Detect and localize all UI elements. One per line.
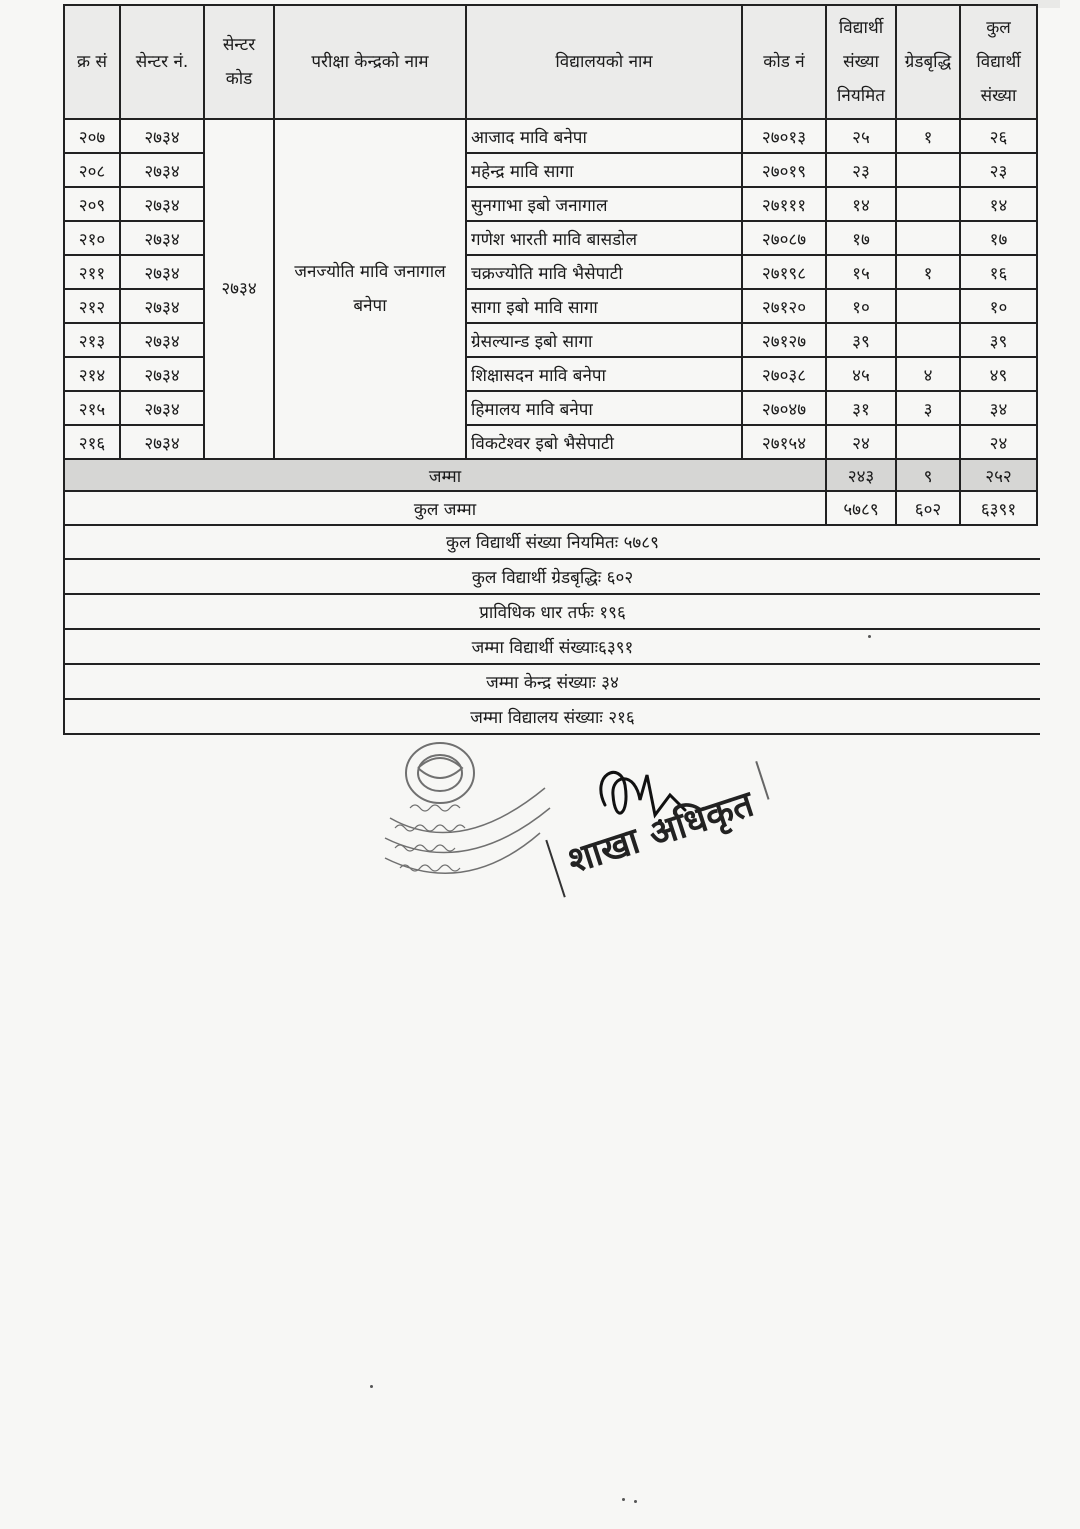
cell-regular: २३ xyxy=(826,153,896,187)
cell-center-no: २७३४ xyxy=(120,425,204,459)
cell-school: सागा इबो मावि सागा xyxy=(466,289,742,323)
cell-total: ३९ xyxy=(960,323,1037,357)
summary-row: कुल विद्यार्थी संख्या नियमितः ५७८९ xyxy=(65,525,1040,560)
cell-code: २७१९८ xyxy=(742,255,826,289)
cell-school: आजाद मावि बनेपा xyxy=(466,119,742,153)
cell-sn: २१५ xyxy=(64,391,120,425)
summary-row: जम्मा विद्यार्थी संख्याः६३९१ xyxy=(65,630,1040,665)
header-center-no: सेन्टर नं. xyxy=(120,5,204,119)
summary-box xyxy=(63,525,1040,735)
header-exam-center: परीक्षा केन्द्रको नाम xyxy=(274,5,466,119)
cell-code: २७०१९ xyxy=(742,153,826,187)
summary-row: प्राविधिक धार तर्फः १९६ xyxy=(65,595,1040,630)
speck xyxy=(622,1498,625,1501)
speck xyxy=(868,635,871,638)
grand-total-row xyxy=(64,491,1037,525)
subtotal-row xyxy=(64,459,1037,491)
cell-school: हिमालय मावि बनेपा xyxy=(466,391,742,425)
grand-total-total: ६३९१ xyxy=(960,491,1037,525)
cell-regular: ४५ xyxy=(826,357,896,391)
cell-center-no: २७३४ xyxy=(120,323,204,357)
cell-total: १४ xyxy=(960,187,1037,221)
cell-total: ४९ xyxy=(960,357,1037,391)
cell-sn: २१४ xyxy=(64,357,120,391)
cell-sn: २११ xyxy=(64,255,120,289)
summary-row: जम्मा विद्यालय संख्याः २१६ xyxy=(470,708,635,728)
stamp-bracket xyxy=(755,761,769,800)
cell-exam-center: जनज्योति मावि जनागाल बनेपा xyxy=(274,119,466,459)
cell-grade-up: ३ xyxy=(896,391,960,425)
cell-sn: २०९ xyxy=(64,187,120,221)
cell-code: २७०३८ xyxy=(742,357,826,391)
cell-sn: २१२ xyxy=(64,289,120,323)
speck xyxy=(634,1500,637,1503)
cell-code: २७१२० xyxy=(742,289,826,323)
cell-total: २४ xyxy=(960,425,1037,459)
cell-regular: ३९ xyxy=(826,323,896,357)
cell-regular: १४ xyxy=(826,187,896,221)
cell-grade-up xyxy=(896,425,960,459)
cell-grade-up: ४ xyxy=(896,357,960,391)
cell-total: १७ xyxy=(960,221,1037,255)
cell-code: २७०१३ xyxy=(742,119,826,153)
results-table xyxy=(63,4,1038,526)
table-row xyxy=(64,119,1037,153)
header-grade-up: ग्रेडबृद्धि xyxy=(896,5,960,119)
header-school: विद्यालयको नाम xyxy=(466,5,742,119)
cell-code: २७१११ xyxy=(742,187,826,221)
cell-regular: ३१ xyxy=(826,391,896,425)
stamp-label: शाखा अधिकृत xyxy=(563,783,759,883)
cell-sn: २०८ xyxy=(64,153,120,187)
header-code: कोड नं xyxy=(742,5,826,119)
cell-regular: १७ xyxy=(826,221,896,255)
cell-total: २६ xyxy=(960,119,1037,153)
cell-code: २७१२७ xyxy=(742,323,826,357)
table-header-row xyxy=(64,5,1037,119)
cell-grade-up: १ xyxy=(896,255,960,289)
cell-code: २७१५४ xyxy=(742,425,826,459)
cell-center-code: २७३४ xyxy=(204,119,274,459)
header-center-code: सेन्टर कोड xyxy=(204,5,274,119)
header-total: कुल विद्यार्थी संख्या xyxy=(960,5,1037,119)
cell-center-no: २७३४ xyxy=(120,221,204,255)
cell-regular: २५ xyxy=(826,119,896,153)
cell-grade-up xyxy=(896,289,960,323)
cell-center-no: २७३४ xyxy=(120,119,204,153)
cell-school: महेन्द्र मावि सागा xyxy=(466,153,742,187)
cell-center-no: २७३४ xyxy=(120,153,204,187)
cell-sn: २०७ xyxy=(64,119,120,153)
cell-school: शिक्षासदन मावि बनेपा xyxy=(466,357,742,391)
cell-grade-up xyxy=(896,323,960,357)
grand-total-grade-up: ६०२ xyxy=(896,491,960,525)
cell-regular: १० xyxy=(826,289,896,323)
cell-center-no: २७३४ xyxy=(120,289,204,323)
cell-center-no: २७३४ xyxy=(120,357,204,391)
cell-code: २७०८७ xyxy=(742,221,826,255)
cell-grade-up xyxy=(896,221,960,255)
cell-sn: २१६ xyxy=(64,425,120,459)
cell-center-no: २७३४ xyxy=(120,187,204,221)
summary-row: जम्मा केन्द्र संख्याः ३४ xyxy=(65,665,1040,700)
subtotal-regular: २४३ xyxy=(826,459,896,491)
cell-school: ग्रेसल्यान्ड इबो सागा xyxy=(466,323,742,357)
header-sn: क्र सं xyxy=(64,5,120,119)
cell-total: २३ xyxy=(960,153,1037,187)
grand-total-label: कुल जम्मा xyxy=(64,491,826,525)
cell-sn: २१० xyxy=(64,221,120,255)
cell-center-no: २७३४ xyxy=(120,391,204,425)
speck xyxy=(370,1385,373,1388)
cell-regular: १५ xyxy=(826,255,896,289)
cell-sn: २१३ xyxy=(64,323,120,357)
cell-grade-up: १ xyxy=(896,119,960,153)
cell-grade-up xyxy=(896,153,960,187)
cell-total: ३४ xyxy=(960,391,1037,425)
header-regular: विद्यार्थी संख्या नियमित xyxy=(826,5,896,119)
cell-total: १० xyxy=(960,289,1037,323)
cell-school: सुनगाभा इबो जनागाल xyxy=(466,187,742,221)
official-seal xyxy=(370,728,570,898)
cell-school: विकटेश्वर इबो भैसेपाटी xyxy=(466,425,742,459)
summary-row: कुल विद्यार्थी ग्रेडबृद्धिः ६०२ xyxy=(65,560,1040,595)
cell-total: १६ xyxy=(960,255,1037,289)
cell-regular: २४ xyxy=(826,425,896,459)
cell-code: २७०४७ xyxy=(742,391,826,425)
subtotal-total: २५२ xyxy=(960,459,1037,491)
subtotal-label: जम्मा xyxy=(64,459,826,491)
cell-center-no: २७३४ xyxy=(120,255,204,289)
cell-grade-up xyxy=(896,187,960,221)
subtotal-grade-up: ९ xyxy=(896,459,960,491)
grand-total-regular: ५७८९ xyxy=(826,491,896,525)
cell-school: गणेश भारती मावि बासडोल xyxy=(466,221,742,255)
cell-school: चक्रज्योति मावि भैसेपाटी xyxy=(466,255,742,289)
